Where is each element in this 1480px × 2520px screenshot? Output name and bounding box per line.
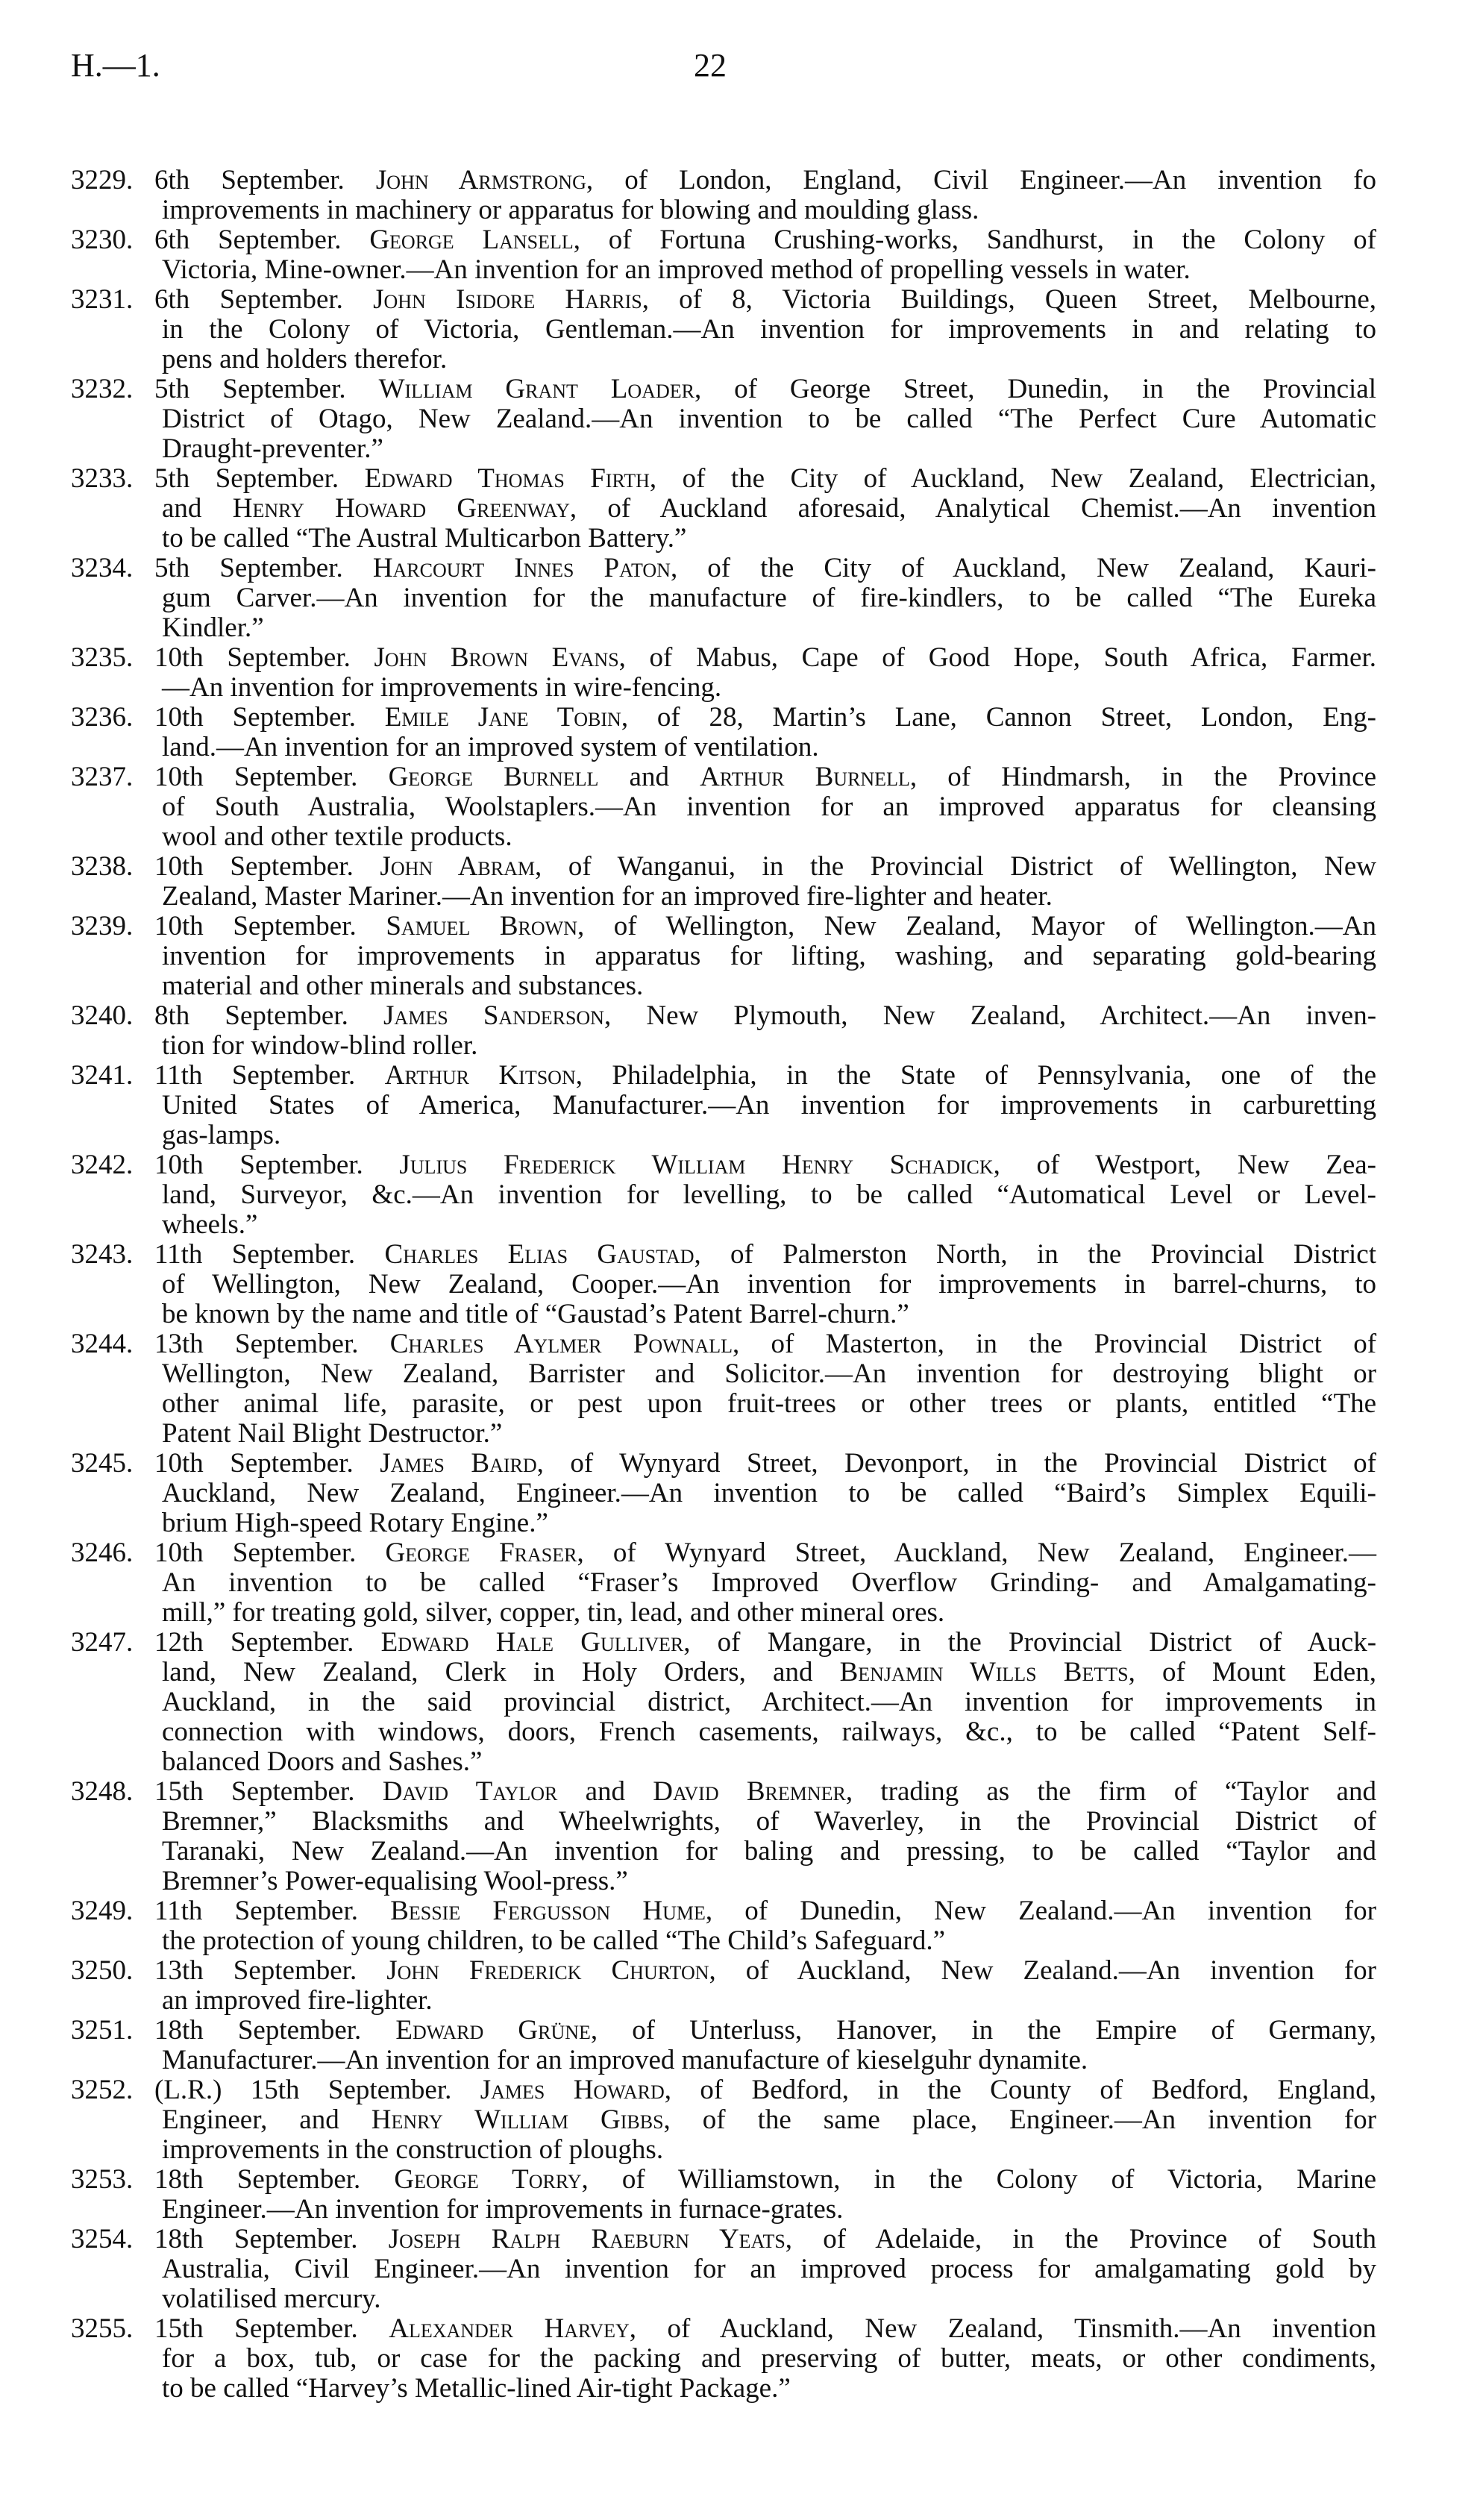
entry-number: 3236. — [71, 702, 134, 733]
entry-number: 3251. — [71, 2015, 134, 2046]
applicant-name: Arthur Burnell — [700, 762, 910, 792]
entry-text-segment: , of Westport, New Zea- — [993, 1150, 1376, 1180]
entry-number: 3230. — [71, 225, 134, 255]
document-reference: H.—1. — [71, 47, 160, 84]
entry-text-segment: 10th September. — [154, 762, 389, 792]
entry-line — [154, 1180, 1376, 1210]
entry-line — [154, 2254, 1376, 2284]
patent-entry — [71, 912, 1376, 1001]
entry-text — [154, 852, 1376, 912]
entry-line — [154, 1120, 1376, 1150]
entry-text-segment: , of Auckland aforesaid, Analytical Chemist.—An invention — [569, 493, 1376, 524]
entry-text-segment: land.—An invention for an improved system of ventilation. — [162, 732, 819, 762]
patent-entry — [71, 703, 1376, 762]
entry-line — [154, 2195, 1376, 2225]
entry-text-segment: , New Plymouth, New Zealand, Architect.—An inven- — [603, 1000, 1377, 1031]
entry-text-segment: an improved fire-lighter. — [162, 1985, 433, 2016]
entry-line — [154, 583, 1376, 613]
patent-entry — [71, 2314, 1376, 2404]
entry-text-segment: , of Dunedin, New Zealand.—An invention for — [705, 1896, 1377, 1926]
entry-line — [154, 315, 1376, 345]
entry-text-segment: , of Auckland, New Zealand, Tinsmith.—An invention — [629, 2313, 1376, 2344]
entry-text-segment: 5th September. — [154, 553, 373, 583]
patent-entry — [71, 2225, 1376, 2314]
entry-text-segment: Draught-preventer.” — [162, 433, 383, 464]
entry-text — [154, 2075, 1376, 2165]
entry-text-segment: (L.R.) 15th September. — [154, 2075, 480, 2105]
entry-line — [154, 2284, 1376, 2314]
entry-number: 3242. — [71, 1150, 134, 1180]
entry-text — [154, 643, 1376, 703]
entry-number: 3253. — [71, 2164, 134, 2195]
entry-text-segment: 18th September. — [154, 2224, 389, 2254]
entry-line — [154, 434, 1376, 464]
entry-line — [154, 1837, 1376, 1867]
applicant-name: James Sanderson — [383, 1000, 604, 1031]
patent-entry — [71, 285, 1376, 374]
entry-number: 3255. — [71, 2313, 134, 2344]
entry-text-segment: 11th September. — [154, 1239, 385, 1270]
applicant-name: Alexander Harvey — [389, 2313, 630, 2344]
entry-number: 3248. — [71, 1776, 134, 1807]
entry-text — [154, 2225, 1376, 2314]
entry-text-segment: , of the City of Auckland, New Zealand, Electrician, — [649, 463, 1376, 494]
entry-text-segment: , of Palmerston North, in the Provincial District — [694, 1239, 1377, 1270]
entry-text-segment: , trading as the firm of “Taylor and — [845, 1776, 1376, 1807]
entry-text-segment: brium High-speed Rotary Engine.” — [162, 1508, 548, 1538]
patent-entry — [71, 1150, 1376, 1240]
entry-text-segment: of Wellington, New Zealand, Cooper.—An invention for improvements in barrel-churns, to — [162, 1269, 1376, 1300]
patent-entry — [71, 166, 1376, 225]
entry-text-segment: 10th September. — [154, 702, 385, 733]
entry-text-segment: to be called “The Austral Multicarbon Battery.” — [162, 523, 687, 554]
entry-line — [154, 1479, 1376, 1508]
patent-entry — [71, 1956, 1376, 2016]
entry-line — [154, 1419, 1376, 1449]
applicant-name: Henry William Gibbs — [371, 2104, 664, 2135]
entry-line — [154, 1777, 1376, 1807]
entry-number: 3232. — [71, 374, 134, 404]
entry-text-segment: invention for improvements in apparatus for lifting, washing, and separating gold-bearing — [162, 941, 1376, 971]
entry-line — [154, 1687, 1376, 1717]
entry-text-segment: , of Mabus, Cape of Good Hope, South Africa, Farmer. — [618, 642, 1376, 673]
entry-text-segment: 6th September. — [154, 284, 374, 315]
entry-text-segment: , of 8, Victoria Buildings, Queen Street, Melbourne, — [642, 284, 1376, 315]
entry-line — [154, 762, 1376, 792]
applicant-name: George Burnell — [388, 762, 599, 792]
entry-text-segment: —An invention for improvements in wire-fencing. — [162, 672, 722, 703]
entry-text-segment: the protection of young children, to be called “The Child’s Safeguard.” — [162, 1925, 946, 1956]
entry-text-segment: 5th September. — [154, 374, 379, 404]
entry-text-segment: material and other minerals and substances. — [162, 971, 644, 1001]
entry-line — [154, 1896, 1376, 1926]
entry-text — [154, 554, 1376, 643]
applicant-name: Benjamin Wills Betts — [839, 1657, 1129, 1687]
entry-line — [154, 1449, 1376, 1479]
entry-line — [154, 852, 1376, 882]
entry-text — [154, 912, 1376, 1001]
applicant-name: William Grant Loader — [378, 374, 694, 404]
entry-text-segment: , of Unterluss, Hanover, in the Empire of Germany, — [590, 2015, 1376, 2046]
entry-text-segment: 10th September. — [154, 1538, 386, 1568]
entry-text-segment: and — [162, 493, 233, 524]
patent-entry — [71, 1896, 1376, 1956]
patent-entry — [71, 2165, 1376, 2225]
entry-text-segment: , of the same place, Engineer.—An invention for — [663, 2104, 1376, 2135]
entry-line — [154, 1359, 1376, 1389]
entry-line — [154, 374, 1376, 404]
entry-line — [154, 2225, 1376, 2254]
entry-text-segment: , of George Street, Dunedin, in the Provincial — [694, 374, 1376, 404]
entry-text — [154, 1150, 1376, 1240]
entry-text — [154, 166, 1376, 225]
entry-text — [154, 2165, 1376, 2225]
entry-text-segment: 13th September. — [154, 1329, 390, 1359]
applicant-name: Julius Frederick William Henry Schadick — [399, 1150, 994, 1180]
entry-text — [154, 1777, 1376, 1896]
entry-text-segment: , of Williamstown, in the Colony of Victoria, Marine — [581, 2164, 1376, 2195]
entry-text-segment: 5th September. — [154, 463, 365, 494]
applicant-name: David Taylor — [382, 1776, 558, 1807]
entry-number: 3235. — [71, 642, 134, 673]
entry-line — [154, 2016, 1376, 2046]
entry-text-segment: , of Mount Eden, — [1128, 1657, 1376, 1687]
patent-entry — [71, 2075, 1376, 2165]
entry-number: 3229. — [71, 165, 134, 195]
entry-line — [154, 733, 1376, 762]
entry-line — [154, 2075, 1376, 2105]
entry-number: 3246. — [71, 1538, 134, 1568]
entry-text-segment: , of Wanganui, in the Provincial District of Wellington, New — [535, 851, 1376, 882]
patent-entry — [71, 643, 1376, 703]
applicant-name: John Abram — [380, 851, 536, 882]
applicant-name: George Torry — [394, 2164, 582, 2195]
entry-text-segment: volatilised mercury. — [162, 2284, 381, 2314]
entry-line — [154, 882, 1376, 912]
entry-text — [154, 762, 1376, 852]
entry-text-segment: 12th September. — [154, 1627, 381, 1658]
entry-text — [154, 1449, 1376, 1538]
entry-line — [154, 404, 1376, 434]
patent-entry — [71, 1061, 1376, 1150]
entry-text — [154, 285, 1376, 374]
entry-text-segment: pens and holders therefor. — [162, 344, 448, 374]
entry-text-segment: land, New Zealand, Clerk in Holy Orders, and — [162, 1657, 840, 1687]
entry-line — [154, 2135, 1376, 2165]
entry-line — [154, 1031, 1376, 1061]
entry-number: 3252. — [71, 2075, 134, 2105]
applicant-name: Arthur Kitson — [384, 1060, 576, 1091]
entry-text-segment: 10th September. — [154, 1150, 400, 1180]
entry-line — [154, 1747, 1376, 1777]
patent-entries-list — [71, 166, 1376, 2404]
page-number: 22 — [694, 47, 727, 84]
entry-text-segment: 10th September. — [154, 851, 380, 882]
entry-text-segment: , of Masterton, in the Provincial District of — [732, 1329, 1377, 1359]
entry-line — [154, 1568, 1376, 1598]
applicant-name: Edward Hale Gulliver — [380, 1627, 684, 1658]
entry-line — [154, 2314, 1376, 2344]
entry-text-segment: mill,” for treating gold, silver, copper, tin, lead, and other mineral ores. — [162, 1597, 945, 1628]
entry-text-segment: Auckland, New Zealand, Engineer.—An invention to be called “Baird’s Simplex Equili- — [162, 1478, 1376, 1508]
entry-text-segment: Engineer, and — [162, 2104, 371, 2135]
applicant-name: John Armstrong — [375, 165, 586, 195]
entry-text-segment: 15th September. — [154, 2313, 389, 2344]
entry-number: 3245. — [71, 1448, 134, 1479]
entry-text-segment: balanced Doors and Sashes.” — [162, 1746, 483, 1777]
entry-number: 3231. — [71, 284, 134, 315]
entry-line — [154, 1001, 1376, 1031]
applicant-name: John Frederick Churton — [386, 1955, 709, 1986]
entry-text-segment: , of Wynyard Street, Devonport, in the Provincial District of — [536, 1448, 1377, 1479]
entry-line — [154, 195, 1376, 225]
entry-text-segment: of South Australia, Woolstaplers.—An invention for an improved apparatus for cleansing — [162, 792, 1376, 822]
entry-text-segment: be known by the name and title of “Gaustad’s Patent Barrel-churn.” — [162, 1299, 909, 1329]
entry-text-segment: Bremner’s Power-equalising Wool-press.” — [162, 1866, 628, 1896]
patent-entry — [71, 374, 1376, 464]
entry-line — [154, 1270, 1376, 1300]
entry-text — [154, 1001, 1376, 1061]
entry-text-segment: other animal life, parasite, or pest upon fruit-trees or other trees or plants, entitled “The — [162, 1388, 1376, 1419]
entry-text-segment: improvements in machinery or apparatus for blowing and moulding glass. — [162, 195, 979, 225]
entry-line — [154, 255, 1376, 285]
entry-text-segment: District of Otago, New Zealand.—An invention to be called “The Perfect Cure Automatic — [162, 404, 1376, 434]
applicant-name: Charles Aylmer Pownall — [389, 1329, 733, 1359]
patent-entry — [71, 1240, 1376, 1329]
entry-text-segment: for a box, tub, or case for the packing and preserving of butter, meats, or other condiments, — [162, 2343, 1376, 2374]
patent-entry — [71, 1628, 1376, 1777]
entry-text — [154, 703, 1376, 762]
entry-text-segment: wool and other textile products. — [162, 821, 512, 852]
entry-text-segment: tion for window-blind roller. — [162, 1030, 478, 1061]
entry-line — [154, 1986, 1376, 2016]
applicant-name: Bessie Fergusson Hume — [390, 1896, 706, 1926]
entry-number: 3234. — [71, 553, 134, 583]
applicant-name: James Howard — [480, 2075, 665, 2105]
entry-line — [154, 822, 1376, 852]
entry-line — [154, 1867, 1376, 1896]
entry-line — [154, 2344, 1376, 2374]
entry-text-segment: , of Wellington, New Zealand, Mayor of Wellington.—An — [577, 911, 1376, 941]
entry-text — [154, 374, 1376, 464]
entry-line — [154, 703, 1376, 733]
entry-text-segment: 13th September. — [154, 1955, 387, 1986]
entry-text-segment: , of Hindmarsh, in the Province — [909, 762, 1376, 792]
entry-text — [154, 1956, 1376, 2016]
patent-entry — [71, 1001, 1376, 1061]
applicant-name: Harcourt Innes Paton — [372, 553, 671, 583]
entry-line — [154, 1091, 1376, 1120]
entry-text-segment: Engineer.—An invention for improvements in furnace-grates. — [162, 2194, 844, 2225]
entry-number: 3244. — [71, 1329, 134, 1359]
applicant-name: George Fraser — [385, 1538, 577, 1568]
entry-text-segment: , of Auckland, New Zealand.—An invention for — [709, 1955, 1376, 1986]
entry-text-segment: Kindler.” — [162, 612, 264, 643]
entry-line — [154, 1926, 1376, 1956]
entry-number: 3237. — [71, 762, 134, 792]
patent-entry — [71, 1329, 1376, 1449]
entry-line — [154, 1538, 1376, 1568]
entry-text-segment: , Philadelphia, in the State of Pennsylvania, one of the — [575, 1060, 1376, 1091]
entry-line — [154, 1628, 1376, 1658]
entry-line — [154, 912, 1376, 941]
entry-text-segment: connection with windows, doors, French casements, railways, &c., to be called “Patent Self- — [162, 1717, 1376, 1747]
entry-text-segment: United States of America, Manufacturer.—An invention for improvements in carburetting — [162, 1090, 1376, 1120]
entry-text-segment: 18th September. — [154, 2164, 395, 2195]
entry-text — [154, 2314, 1376, 2404]
entry-line — [154, 1150, 1376, 1180]
entry-line — [154, 1389, 1376, 1419]
entry-text — [154, 1329, 1376, 1449]
entry-text-segment: , of Bedford, in the County of Bedford, England, — [664, 2075, 1377, 2105]
entry-line — [154, 2374, 1376, 2404]
entry-line — [154, 1658, 1376, 1687]
applicant-name: Edward Thomas Firth — [364, 463, 650, 494]
entry-line — [154, 1807, 1376, 1837]
entry-text — [154, 1061, 1376, 1150]
entry-line — [154, 1240, 1376, 1270]
entry-text-segment: 15th September. — [154, 1776, 383, 1807]
applicant-name: John Isidore Harris — [373, 284, 642, 315]
entry-text-segment: Bremner,” Blacksmiths and Wheelwrights, of Waverley, in the Provincial District of — [162, 1806, 1376, 1837]
patent-entry — [71, 554, 1376, 643]
patent-entry — [71, 1449, 1376, 1538]
entry-line — [154, 2105, 1376, 2135]
entry-line — [154, 971, 1376, 1001]
entry-text-segment: Taranaki, New Zealand.—An invention for baling and pressing, to be called “Taylor and — [162, 1836, 1376, 1867]
entry-text — [154, 1896, 1376, 1956]
entry-text-segment: An invention to be called “Fraser’s Improved Overflow Grinding- and Amalgamating- — [162, 1567, 1376, 1598]
entry-text-segment: 10th September. — [154, 642, 374, 673]
entry-number: 3250. — [71, 1955, 134, 1986]
entry-text-segment: 6th September. — [154, 225, 370, 255]
entry-text-segment: , of Wynyard Street, Auckland, New Zealand, Engineer.— — [577, 1538, 1376, 1568]
entry-text-segment: 10th September. — [154, 911, 386, 941]
entry-line — [154, 792, 1376, 822]
entry-text — [154, 1538, 1376, 1628]
entry-text-segment: 6th September. — [154, 165, 376, 195]
applicant-name: Charles Elias Gaustad — [384, 1239, 694, 1270]
entry-text-segment: land, Surveyor, &c.—An invention for levelling, to be called “Automatical Level or Level- — [162, 1179, 1376, 1210]
entry-line — [154, 554, 1376, 583]
entry-line — [154, 225, 1376, 255]
entry-number: 3247. — [71, 1627, 134, 1658]
entry-text-segment: , of the City of Auckland, New Zealand, Kauri- — [670, 553, 1376, 583]
entry-text-segment: , of Mangare, in the Provincial District of Auck- — [683, 1627, 1377, 1658]
patent-entry — [71, 852, 1376, 912]
entry-text-segment: 10th September. — [154, 1448, 380, 1479]
entry-number: 3240. — [71, 1000, 134, 1031]
entry-text — [154, 225, 1376, 285]
patent-entry — [71, 1777, 1376, 1896]
applicant-name: Henry Howard Greenway — [232, 493, 570, 524]
entry-text-segment: , of Adelaide, in the Province of South — [785, 2224, 1376, 2254]
applicant-name: John Brown Evans — [374, 642, 619, 673]
patent-entry — [71, 1538, 1376, 1628]
entry-line — [154, 613, 1376, 643]
applicant-name: Samuel Brown — [386, 911, 577, 941]
entry-text-segment: to be called “Harvey’s Metallic-lined Air-tight Package.” — [162, 2373, 791, 2404]
entry-text-segment: , of 28, Martin’s Lane, Cannon Street, London, Eng- — [621, 702, 1376, 733]
entry-text-segment: gas-lamps. — [162, 1120, 281, 1150]
entry-line — [154, 643, 1376, 673]
entry-line — [154, 464, 1376, 494]
entry-line — [154, 673, 1376, 703]
entry-text-segment: Victoria, Mine-owner.—An invention for an improved method of propelling vessels in water. — [162, 254, 1191, 285]
applicant-name: Edward Grüne — [395, 2015, 591, 2046]
entry-text-segment: 11th September. — [154, 1060, 385, 1091]
entry-line — [154, 494, 1376, 524]
entry-text-segment: gum Carver.—An invention for the manufacture of fire-kindlers, to be called “The Eureka — [162, 583, 1376, 613]
entry-text-segment: , of London, England, Civil Engineer.—An invention fo — [586, 165, 1376, 195]
entry-line — [154, 1956, 1376, 1986]
entry-line — [154, 1598, 1376, 1628]
entry-text — [154, 2016, 1376, 2075]
patent-entry — [71, 762, 1376, 852]
entry-text-segment: 18th September. — [154, 2015, 396, 2046]
entry-text — [154, 1240, 1376, 1329]
entry-number: 3249. — [71, 1896, 134, 1926]
entry-text-segment: Wellington, New Zealand, Barrister and Solicitor.—An invention for destroying blight or — [162, 1358, 1376, 1389]
entry-text-segment: Patent Nail Blight Destructor.” — [162, 1418, 503, 1449]
applicant-name: David Bremner — [653, 1776, 846, 1807]
entry-line — [154, 166, 1376, 195]
entry-line — [154, 1210, 1376, 1240]
patent-entry — [71, 2016, 1376, 2075]
entry-text-segment: , of Fortuna Crushing-works, Sandhurst, in the Colony of — [573, 225, 1376, 255]
entry-line — [154, 1300, 1376, 1329]
applicant-name: Emile Jane Tobin — [384, 702, 621, 733]
entry-line — [154, 1329, 1376, 1359]
entry-number: 3239. — [71, 911, 134, 941]
entry-line — [154, 285, 1376, 315]
entry-text-segment: 8th September. — [154, 1000, 384, 1031]
entry-text — [154, 1628, 1376, 1777]
entry-line — [154, 2046, 1376, 2075]
entry-line — [154, 1508, 1376, 1538]
entry-line — [154, 524, 1376, 554]
entry-number: 3241. — [71, 1060, 134, 1091]
entry-text-segment: 11th September. — [154, 1896, 391, 1926]
patent-entry — [71, 464, 1376, 554]
applicant-name: Joseph Ralph Raeburn Yeats — [388, 2224, 786, 2254]
entry-number: 3233. — [71, 463, 134, 494]
applicant-name: James Baird — [380, 1448, 537, 1479]
entry-number: 3238. — [71, 851, 134, 882]
entry-line — [154, 941, 1376, 971]
entry-text-segment: in the Colony of Victoria, Gentleman.—An invention for improvements in and relating to — [162, 314, 1376, 345]
entry-number: 3243. — [71, 1239, 134, 1270]
applicant-name: George Lansell — [369, 225, 574, 255]
entry-line — [154, 1717, 1376, 1747]
patent-entry — [71, 225, 1376, 285]
entry-text-segment: wheels.” — [162, 1209, 258, 1240]
entry-text-segment: Auckland, in the said provincial district, Architect.—An invention for improvements in — [162, 1687, 1376, 1717]
entry-text-segment: and — [598, 762, 700, 792]
entry-text-segment: improvements in the construction of ploughs. — [162, 2134, 664, 2165]
entry-text-segment: Manufacturer.—An invention for an improved manufacture of kieselguhr dynamite. — [162, 2045, 1088, 2075]
entry-text-segment: and — [557, 1776, 653, 1807]
entry-number: 3254. — [71, 2224, 134, 2254]
entry-text-segment: Zealand, Master Mariner.—An invention for an improved fire-lighter and heater. — [162, 881, 1053, 912]
entry-line — [154, 1061, 1376, 1091]
entry-text-segment: Australia, Civil Engineer.—An invention for an improved process for amalgamating gold by — [162, 2254, 1376, 2284]
entry-line — [154, 2165, 1376, 2195]
entry-text — [154, 464, 1376, 554]
entry-line — [154, 345, 1376, 374]
